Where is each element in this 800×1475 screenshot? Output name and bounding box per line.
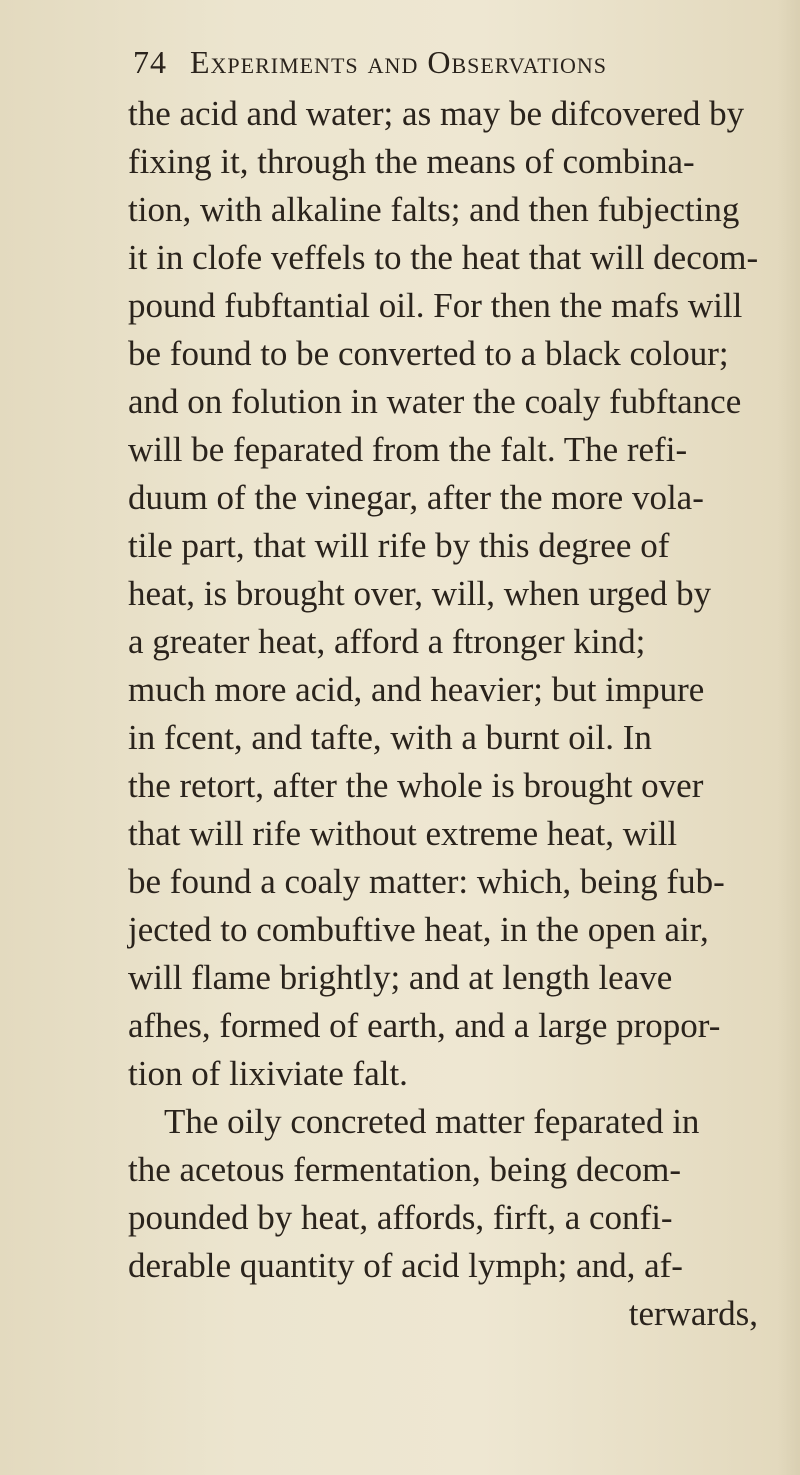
text-line: fixing it, through the means of combina-	[128, 142, 695, 181]
text-line: and on folution in water the coaly fubftance	[128, 382, 742, 421]
text-line: tion of lixiviate falt.	[128, 1054, 408, 1093]
text-line: pound fubftantial oil. For then the mafs will	[128, 286, 743, 325]
text-line: derable quantity of acid lymph; and, af-	[128, 1246, 683, 1285]
text-line: in fcent, and tafte, with a burnt oil. In	[128, 718, 652, 757]
page-header	[133, 44, 773, 96]
text-line: tile part, that will rife by this degree of	[128, 526, 670, 565]
text-line-paragraph-start: The oily concreted matter feparated in	[164, 1102, 700, 1141]
text-line: be found a coaly matter: which, being fub-	[128, 862, 725, 901]
text-line: duum of the vinegar, after the more vola-	[128, 478, 704, 517]
text-line: it in clofe veffels to the heat that will decom-	[128, 238, 759, 277]
text-line: pounded by heat, affords, firft, a confi-	[128, 1198, 673, 1237]
text-line: be found to be converted to a black colour;	[128, 334, 729, 373]
body-text	[128, 90, 788, 1338]
page-number: 74	[133, 44, 167, 80]
text-line: that will rife without extreme heat, will	[128, 814, 678, 853]
text-line: heat, is brought over, will, when urged by	[128, 574, 712, 613]
text-line: afhes, formed of earth, and a large propor-	[128, 1006, 721, 1045]
text-line: much more acid, and heavier; but impure	[128, 670, 705, 709]
text-line: the acid and water; as may be difcovered by	[128, 94, 745, 133]
text-line: tion, with alkaline falts; and then fubjecting	[128, 190, 740, 229]
text-line: will be feparated from the falt. The refi-	[128, 430, 688, 469]
text-line: the retort, after the whole is brought over	[128, 766, 704, 805]
text-line: the acetous fermentation, being decom-	[128, 1150, 681, 1189]
text-line: jected to combuftive heat, in the open air,	[128, 910, 709, 949]
text-line: a greater heat, afford a ftronger kind;	[128, 622, 646, 661]
text-line: will flame brightly; and at length leave	[128, 958, 673, 997]
catchword: terwards,	[628, 1294, 758, 1333]
running-head: Experiments and Observations	[190, 44, 607, 80]
